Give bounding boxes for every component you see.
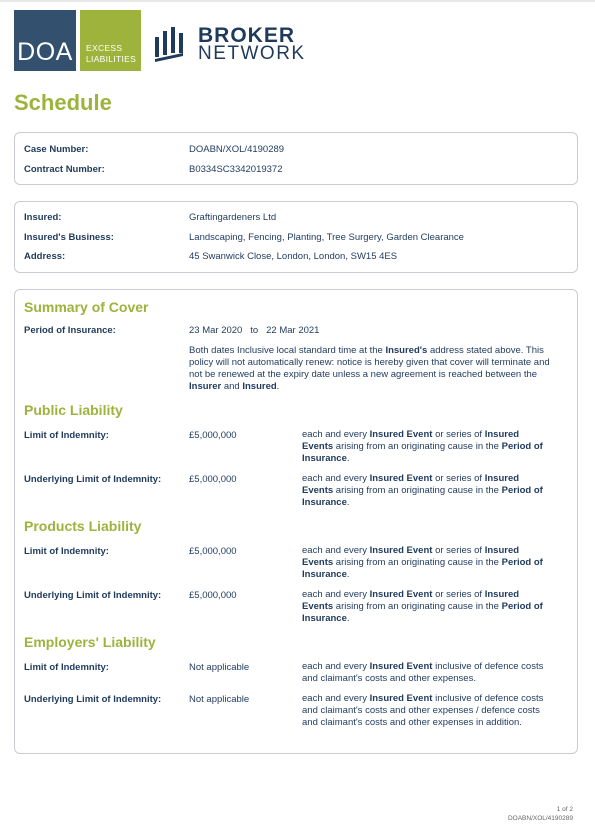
public-underlying-value: £5,000,000 [189, 474, 237, 485]
page-title: Schedule [14, 90, 112, 115]
note-bold: Insured [242, 381, 277, 392]
note-text: and [221, 381, 243, 392]
products-underlying-description [302, 589, 552, 625]
employers-limit-description [302, 661, 552, 685]
desc-bold: Insured Event [369, 429, 433, 440]
doa-logo [14, 10, 76, 71]
employers-underlying-label: Underlying Limit of Indemnity: [24, 694, 162, 705]
top-rule [0, 0, 595, 2]
products-underlying-value: £5,000,000 [189, 590, 237, 601]
desc-bold: Period of Insurance [302, 557, 543, 580]
note-bold: Insured's [385, 345, 428, 356]
desc-text: each and every [302, 661, 370, 672]
summary-of-cover-box [14, 289, 578, 754]
desc-text: each and every [302, 545, 370, 556]
products-liability-heading: Products Liability [24, 518, 142, 534]
public-underlying-description [302, 473, 552, 509]
desc-text: . [346, 453, 350, 464]
desc-bold: Period of Insurance [302, 441, 543, 464]
desc-bold: Period of Insurance [302, 601, 543, 624]
employers-underlying-value: Not applicable [189, 694, 250, 705]
employers-limit-label: Limit of Indemnity: [24, 662, 109, 673]
liabilities-text: LIABILITIES [86, 54, 137, 64]
business-label: Insured's Business: [24, 232, 114, 243]
note-text: address stated above. This policy will not automatically renew: notice is hereby given that cover will terminate and not be renewed at the expiry date unless a new agreement is reached between the [189, 345, 550, 380]
period-to-word: to [250, 325, 259, 336]
desc-text: arising from an originating cause in the [333, 601, 502, 612]
case-details-box [14, 132, 578, 185]
desc-text: or series of [432, 545, 485, 556]
period-to: 22 Mar 2021 [266, 325, 320, 336]
desc-text: or series of [432, 429, 485, 440]
footer-reference: DOABN/XOL/4190289 [507, 815, 573, 822]
desc-text: . [346, 497, 350, 508]
products-underlying-label: Underlying Limit of Indemnity: [24, 590, 162, 601]
desc-bold: Insured Event [369, 693, 433, 704]
desc-bold: Insured Event [369, 473, 433, 484]
public-limit-description [302, 429, 552, 465]
public-limit-value: £5,000,000 [189, 430, 237, 441]
desc-text: . [346, 613, 350, 624]
desc-text: arising from an originating cause in the [333, 485, 502, 496]
desc-bold: Insured Events [302, 429, 520, 452]
period-label: Period of Insurance: [24, 325, 116, 336]
note-text: . [276, 381, 280, 392]
summary-heading: Summary of Cover [24, 299, 149, 315]
desc-text: arising from an originating cause in the [333, 441, 502, 452]
products-limit-label: Limit of Indemnity: [24, 546, 109, 557]
address-value: 45 Swanwick Close, London, London, SW15 4ES [189, 251, 398, 262]
products-limit-value: £5,000,000 [189, 546, 237, 557]
desc-bold: Insured Events [302, 545, 520, 568]
broker-network-icon [155, 27, 185, 63]
period-value [189, 325, 319, 336]
public-underlying-label: Underlying Limit of Indemnity: [24, 474, 162, 485]
broker-network-logo [198, 24, 306, 64]
contract-number-value: B0334SC3342019372 [189, 164, 283, 175]
desc-bold: Insured Event [369, 589, 433, 600]
desc-bold: Insured Event [369, 661, 433, 672]
contract-number-label: Contract Number: [24, 164, 105, 175]
public-liability-heading: Public Liability [24, 402, 123, 418]
doa-logo-text: DOA [17, 38, 73, 66]
employers-limit-value: Not applicable [189, 662, 250, 673]
period-from: 23 Mar 2020 [189, 325, 243, 336]
desc-text: inclusive of defence costs and claimant's costs and other expenses. [302, 661, 544, 684]
desc-text: each and every [302, 429, 370, 440]
note-text: Both dates Inclusive local standard time at the [189, 345, 386, 356]
business-value: Landscaping, Fencing, Planting, Tree Surgery, Garden Clearance [189, 232, 464, 243]
excess-text: EXCESS [86, 43, 123, 53]
desc-text: each and every [302, 693, 370, 704]
desc-bold: Insured Event [369, 545, 433, 556]
public-limit-label: Limit of Indemnity: [24, 430, 109, 441]
employers-underlying-description [302, 693, 552, 729]
desc-text: inclusive of defence costs and claimant's costs and other expenses / defence costs and claimant's costs and other expenses in addition. [302, 693, 544, 728]
products-limit-description [302, 545, 552, 581]
period-note [189, 345, 551, 393]
employers-liability-heading: Employers' Liability [24, 634, 156, 650]
desc-bold: Insured Events [302, 473, 520, 496]
insured-value: Graftingardeners Ltd [189, 212, 277, 223]
page-number: 1 of 2 [556, 806, 573, 813]
desc-text: . [346, 569, 350, 580]
excess-liabilities-logo [80, 10, 141, 71]
desc-text: or series of [432, 589, 485, 600]
desc-bold: Period of Insurance [302, 485, 543, 508]
note-bold: Insurer [189, 381, 222, 392]
desc-text: or series of [432, 473, 485, 484]
case-number-label: Case Number: [24, 144, 89, 155]
desc-bold: Insured Events [302, 589, 520, 612]
insured-label: Insured: [24, 212, 62, 223]
desc-text: arising from an originating cause in the [333, 557, 502, 568]
network-text: NETWORK [198, 43, 306, 64]
address-label: Address: [24, 251, 66, 262]
case-number-value: DOABN/XOL/4190289 [189, 144, 285, 155]
insured-details-box [14, 201, 578, 273]
desc-text: each and every [302, 473, 370, 484]
broker-text: BROKER [198, 24, 296, 47]
desc-text: each and every [302, 589, 370, 600]
